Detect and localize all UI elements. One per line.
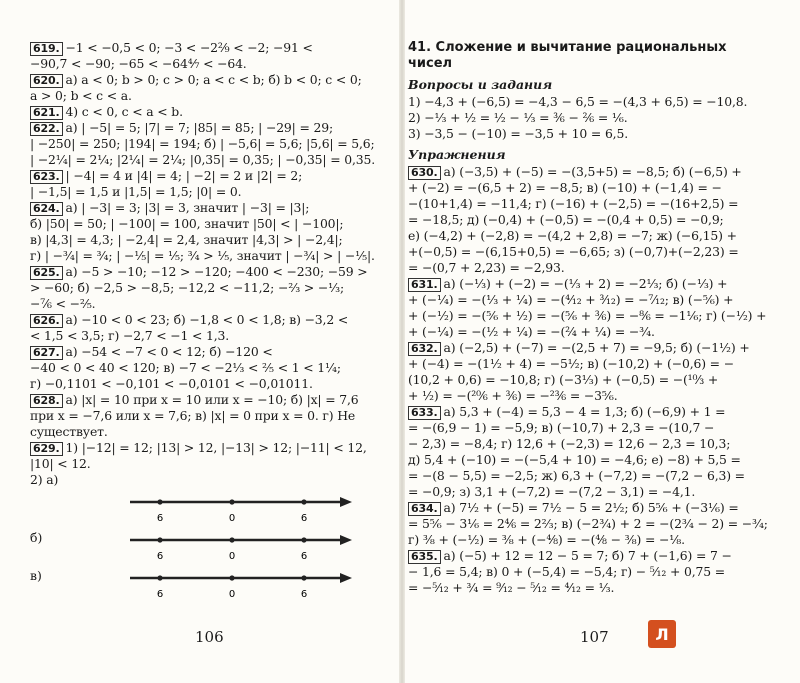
number-line — [126, 570, 356, 602]
line-text: |10| < 12. — [30, 456, 91, 471]
section-title: 41. Сложение и вычитание рациональных — [408, 40, 727, 55]
question-line: 2) −⅓ + ½ = ½ − ⅓ = ³⁄₆ − ²⁄₆ = ⅙. — [408, 110, 628, 125]
text-line — [408, 548, 780, 564]
exercise-number: 629. — [30, 442, 63, 456]
line-text: при x = −7,6 или x = 7,6; в) |x| = 0 при x = 0. г) Не — [30, 408, 356, 423]
text-line — [30, 184, 395, 200]
text-line — [408, 260, 780, 276]
text-line — [30, 152, 395, 168]
book-gutter — [399, 0, 405, 683]
line-text: 4) c < 0, c < a < b. — [65, 104, 183, 119]
question-line: 3) −3,5 − (−10) = −3,5 + 10 = 6,5. — [408, 126, 628, 141]
line-text: a > 0; b < c < a. — [30, 88, 132, 103]
exercise-number: 631. — [408, 278, 441, 292]
line-text: + (−¼) = −(½ + ¼) = −(²⁄₄ + ¼) = −¾. — [408, 324, 655, 339]
text-line — [30, 88, 395, 104]
line-text: + (−¼) = −(⅓ + ¼) = −(⁴⁄₁₂ + ³⁄₁₂) = −⁷⁄₁₂; в) (−⅚) + — [408, 292, 734, 307]
text-line — [408, 180, 780, 196]
tick-label: 6 — [300, 589, 308, 600]
line-text: существует. — [30, 424, 108, 439]
exercise-number: 634. — [408, 502, 441, 516]
number-line-row — [30, 492, 395, 530]
text-line — [408, 484, 780, 500]
number-line-point — [229, 499, 234, 504]
exercise-number: 627. — [30, 346, 63, 360]
questions-subheading: Вопросы и задания — [408, 77, 553, 92]
line-text: = −(6,9 − 1) = −5,9; в) (−10,7) + 2,3 = −(10,7 − — [408, 420, 715, 435]
exercise-number: 628. — [30, 394, 63, 408]
line-text: г) | −¾| = ¾; | −⅕| = ⅕; ¾ > ⅕, значит | −¾| > | −⅕|. — [30, 248, 375, 263]
arrow-icon — [340, 535, 352, 545]
line-text: а) 7½ + (−5) = 7½ − 5 = 2½; б) 5⅚ + (−3⅙) = — [443, 500, 739, 515]
line-text: а) −5 > −10; −12 > −120; −400 < −230; −59 > — [65, 264, 368, 279]
number-line-point — [301, 499, 306, 504]
line-text: + (−2) = −(6,5 + 2) = −8,5; в) (−10) + (−1,4) = − — [408, 180, 722, 195]
text-line — [408, 388, 780, 404]
line-text: а) | −3| = 3; |3| = 3, значит | −3| = |3|; — [65, 200, 310, 215]
text-line — [408, 372, 780, 388]
line-text: + (−½) = −(⅚ + ½) = −(⅚ + ³⁄₆) = −⁸⁄₆ = −1⅙; г) (−½) + — [408, 308, 767, 323]
line-text: д) 5,4 + (−10) = −(−5,4 + 10) = −4,6; е) −8) + 5,5 = — [408, 452, 741, 467]
text-line — [30, 456, 395, 472]
number-line-label: б) — [30, 530, 43, 545]
number-line — [126, 532, 356, 564]
text-line — [408, 164, 780, 180]
tick-label: 0 — [228, 551, 236, 562]
text-line — [408, 324, 780, 340]
line-text: (10,2 + 0,6) = −10,8; г) (−3⅓) + (−0,5) = −(¹⁰⁄₃ + — [408, 372, 719, 387]
text-line — [30, 440, 395, 456]
text-line — [408, 292, 780, 308]
text-line — [408, 308, 780, 324]
text-line — [30, 264, 395, 280]
text-line — [408, 212, 780, 228]
right-page — [408, 40, 780, 596]
line-text: в) |4,3| = 4,3; | −2,4| = 2,4, значит |4,3| > | −2,4|; — [30, 232, 343, 247]
text-line — [30, 472, 395, 488]
exercises-subheading: Упражнения — [408, 147, 506, 162]
number-line-point — [229, 537, 234, 542]
text-line — [408, 244, 780, 260]
text-line — [408, 196, 780, 212]
line-text: = −18,5; д) (−0,4) + (−0,5) = −(0,4 + 0,5) = −0,9; — [408, 212, 724, 227]
line-text: а) a < 0; b > 0; c > 0; a < c < b; б) b < 0; c < 0; — [65, 72, 362, 87]
arrow-icon — [340, 573, 352, 583]
tick-label: 0 — [228, 589, 236, 600]
text-line — [30, 392, 395, 408]
tick-label: 6 — [156, 589, 164, 600]
number-line-point — [157, 575, 162, 580]
line-text: −(10+1,4) = −11,4; г) (−16) + (−2,5) = −(16+2,5) = — [408, 196, 739, 211]
line-text: 2) а) — [30, 472, 59, 487]
text-line — [30, 168, 395, 184]
exercise-number: 621. — [30, 106, 63, 120]
exercise-number: 622. — [30, 122, 63, 136]
text-line — [408, 228, 780, 244]
number-line-label: в) — [30, 568, 42, 583]
question-line: 1) −4,3 + (−6,5) = −4,3 − 6,5 = −(4,3 + 6,5) = −10,8. — [408, 94, 748, 109]
text-line — [30, 344, 395, 360]
text-line — [30, 72, 395, 88]
number-line-row — [30, 530, 395, 568]
text-line — [408, 564, 780, 580]
exercise-number: 625. — [30, 266, 63, 280]
exercise-number: 632. — [408, 342, 441, 356]
text-line — [408, 580, 780, 596]
number-line-point — [301, 575, 306, 580]
tick-label: 6 — [300, 551, 308, 562]
text-line — [30, 312, 395, 328]
text-line — [30, 120, 395, 136]
line-text: | −2¼| = 2¼; |2¼| = 2¼; |0,35| = 0,35; | −0,35| = 0,35. — [30, 152, 376, 167]
line-text: 1) |−12| = 12; |13| > 12, |−13| > 12; |−11| < 12, — [65, 440, 367, 455]
exercise-number: 626. — [30, 314, 63, 328]
tick-label: 0 — [228, 513, 236, 524]
exercise-number: 630. — [408, 166, 441, 180]
publisher-logo: Л — [648, 620, 676, 648]
text-line — [408, 532, 780, 548]
exercise-number: 619. — [30, 42, 63, 56]
number-line — [126, 494, 356, 526]
tick-label: 6 — [300, 513, 308, 524]
line-text: а) (−2,5) + (−7) = −(2,5 + 7) = −9,5; б) (−1½) + — [443, 340, 750, 355]
left-page — [30, 40, 395, 606]
text-line — [408, 356, 780, 372]
number-line-point — [301, 537, 306, 542]
text-line — [30, 104, 395, 120]
exercise-number: 624. — [30, 202, 63, 216]
exercise-number: 620. — [30, 74, 63, 88]
line-text: | −1,5| = 1,5 и |1,5| = 1,5; |0| = 0. — [30, 184, 242, 199]
section-title-continued: чисел — [408, 56, 453, 71]
text-line — [408, 420, 780, 436]
line-text: а) (−3,5) + (−5) = −(3,5+5) = −8,5; б) (−6,5) + — [443, 164, 742, 179]
text-line — [408, 436, 780, 452]
text-line — [30, 376, 395, 392]
text-line — [30, 360, 395, 376]
line-text: = −(0,7 + 2,23) = −2,93. — [408, 260, 565, 275]
line-text: а) (−⅓) + (−2) = −(⅓ + 2) = −2⅓; б) (−⅓) + — [443, 276, 728, 291]
text-line — [30, 424, 395, 440]
line-text: г) −0,1101 < −0,101 < −0,0101 < −0,01011. — [30, 376, 313, 391]
text-line — [408, 276, 780, 292]
text-line — [408, 452, 780, 468]
exercise-number: 633. — [408, 406, 441, 420]
line-text: б) |50| = 50; | −100| = 100, значит |50| < | −100|; — [30, 216, 344, 231]
line-text: е) (−4,2) + (−2,8) = −(4,2 + 2,8) = −7; ж) (−6,15) + — [408, 228, 737, 243]
line-text: | −4| = 4 и |4| = 4; | −2| = 2 и |2| = 2; — [65, 168, 303, 183]
exercise-number: 623. — [30, 170, 63, 184]
line-text: а) −54 < −7 < 0 < 12; б) −120 < — [65, 344, 273, 359]
text-line — [30, 328, 395, 344]
line-text: = 5⅚ − 3⅙ = 2⁴⁄₆ = 2⅔; в) (−2¾) + 2 = −(2¾ − 2) = −¾; — [408, 516, 768, 531]
line-text: −90,7 < −90; −65 < −64⁴⁄₇ < −64. — [30, 56, 247, 71]
text-line — [30, 56, 395, 72]
text-line — [408, 500, 780, 516]
text-line — [408, 340, 780, 356]
line-text: − 2,3) = −8,4; г) 12,6 + (−2,3) = 12,6 − 2,3 = 10,3; — [408, 436, 731, 451]
line-text: +(−0,5) = −(6,15+0,5) = −6,65; з) (−0,7)+(−2,23) = — [408, 244, 739, 259]
text-line — [408, 404, 780, 420]
tick-label: 6 — [156, 551, 164, 562]
left-page-text — [30, 40, 395, 488]
number-line-row — [30, 568, 395, 606]
number-line-point — [229, 575, 234, 580]
text-line — [408, 516, 780, 532]
number-lines-figure — [30, 492, 395, 606]
line-text: + ½) = −(²⁰⁄₆ + ³⁄₆) = −²³⁄₆ = −3⅚. — [408, 388, 618, 403]
text-line — [30, 216, 395, 232]
line-text: + (−4) = −(1½ + 4) = −5½; в) (−10,2) + (−0,6) = − — [408, 356, 734, 371]
line-text: −1 < −0,5 < 0; −3 < −2²⁄₉ < −2; −91 < — [65, 40, 313, 55]
text-line — [30, 248, 395, 264]
line-text: = −0,9; з) 3,1 + (−7,2) = −(7,2 − 3,1) = −4,1. — [408, 484, 696, 499]
right-page-number: 107 — [580, 628, 609, 646]
right-page-text — [408, 164, 780, 596]
text-line — [30, 408, 395, 424]
line-text: = −⁵⁄₁₂ + ¾ = ⁹⁄₁₂ − ⁵⁄₁₂ = ⁴⁄₁₂ = ⅓. — [408, 580, 615, 595]
line-text: а) (−5) + 12 = 12 − 5 = 7; б) 7 + (−1,6) = 7 − — [443, 548, 732, 563]
line-text: а) |x| = 10 при x = 10 или x = −10; б) |x| = 7,6 — [65, 392, 359, 407]
line-text: − 1,6 = 5,4; в) 0 + (−5,4) = −5,4; г) − ⁵⁄₁₂ + 0,75 = — [408, 564, 725, 579]
text-line — [408, 468, 780, 484]
text-line — [30, 136, 395, 152]
text-line — [30, 200, 395, 216]
line-text: −⁷⁄₆ < −⅖. — [30, 296, 96, 311]
line-text: а) 5,3 + (−4) = 5,3 − 4 = 1,3; б) (−6,9) + 1 = — [443, 404, 726, 419]
tick-label: 6 — [156, 513, 164, 524]
text-line — [30, 280, 395, 296]
number-line-point — [157, 537, 162, 542]
line-text: = −(8 − 5,5) = −2,5; ж) 6,3 + (−7,2) = −(7,2 − 6,3) = — [408, 468, 745, 483]
text-line — [30, 232, 395, 248]
line-text: < 1,5 < 3,5; г) −2,7 < −1 < 1,3. — [30, 328, 230, 343]
number-line-point — [157, 499, 162, 504]
line-text: −40 < 0 < 40 < 120; в) −7 < −2⅓ < ⅖ < 1 < 1¼; — [30, 360, 341, 375]
line-text: > −60; б) −2,5 > −8,5; −12,2 < −11,2; −⅔ > −⅓; — [30, 280, 344, 295]
text-line — [30, 296, 395, 312]
line-text: а) −10 < 0 < 23; б) −1,8 < 0 < 1,8; в) −3,2 < — [65, 312, 349, 327]
left-page-number: 106 — [195, 628, 224, 646]
line-text: а) | −5| = 5; |7| = 7; |85| = 85; | −29| = 29; — [65, 120, 333, 135]
line-text: г) ⅜ + (−½) = ⅜ + (−⁴⁄₈) = −(⁴⁄₈ − ⅜) = −⅛. — [408, 532, 685, 547]
line-text: | −250| = 250; |194| = 194; б) | −5,6| = 5,6; |5,6| = 5,6; — [30, 136, 375, 151]
arrow-icon — [340, 497, 352, 507]
exercise-number: 635. — [408, 550, 441, 564]
text-line — [30, 40, 395, 56]
